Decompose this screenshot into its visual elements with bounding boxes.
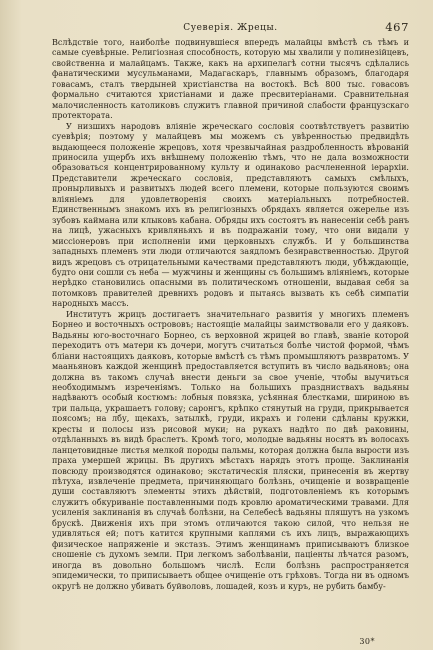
body-text [52, 38, 409, 592]
running-title: Суеверія. Жрецы. [183, 23, 278, 33]
paragraph: У низшихъ народовъ вліяніе жреческаго сословія соотвѣтствуетъ развитію суевѣрія; поэтому у малайцевъ мы можемъ съ увѣренностью предвидѣть выдающееся положеніе жрецовъ, хотя чрезвычайная раздробленность вѣрованій приносила ущербъ ихъ внѣшнему положенію тѣмъ, что не дала возможности образоваться концентрированному культу и одинаково расчлененной іерархіи. Представители жреческаго сословія, представляютъ самыхъ смѣлыхъ, пронырливыхъ и развитыхъ людей всего племени, которые пользуются своимъ вліяніемъ для удовлетворенія своихъ матеріальныхъ потребностей. Единственнымъ знакомъ ихъ въ религіозныхъ обрядахъ является ожерелье изъ зубовъ каймана или клыковъ кабана. Обряды ихъ состоятъ въ нанесеніи себѣ ранъ на лицѣ, ужасныхъ кривляньяхъ и въ подражаніи тому, что они видали у миссіонеровъ при исполненіи ими церковныхъ службъ. И у большинства западныхъ племенъ эти люди отличаются заядломъ безнравственностью. Другой видъ жрецовъ съ отрицательными качествами представляютъ люди, убѣждающіе, будто они сошли съ неба — мужчины и женщины съ большимъ вліяніемъ, которые нерѣдко становились опасными въ политическомъ отношеніи, выдавая себя за потомковъ правителей древнихъ родовъ и пытаясь вызвать къ себѣ симпатіи народныхъ массъ. [52, 121, 409, 309]
signature-mark: 30* [359, 637, 375, 646]
page-number: 467 [385, 20, 409, 34]
paragraph: Институтъ жрицъ достигаетъ значительнаго развитія у многихъ племенъ Борнео и восточныхъ острововъ; настоящіе малайцы заимствовали его у даяковъ. Вадьяны юго-восточнаго Борнео, съ верховной жрицей во главѣ, званіе которой переходитъ отъ матери къ дочери, могутъ считаться болѣе чистой формой, чѣмъ бліани настоящихъ даяковъ, которые вмѣстѣ съ тѣмъ промышляютъ развратомъ. У мааньяновъ каждой женщинѣ предоставляется вступить въ число вадьяновъ; она должна въ такомъ случаѣ внести деньги за свое ученіе, чтобы выучиться необходимымъ изреченіямъ. Только на большихъ праздниствахъ вадьяны надѣваютъ особый костюмъ: лобныя повязка, усѣянная блестками, шириною въ три пальца, украшаетъ голову; саронгъ, крѣпко стянутый на груди, прикрывается поясомъ; на лбу, щекахъ, затылкѣ, груди, икрахъ и голени сдѣланы кружки, кресты и полосы изъ рисовой муки; на рукахъ надѣто по двѣ раковины, отдѣланныхъ въ видѣ браслетъ. Кромѣ того, молодые вадьяны носятъ въ волосахъ ланцетовидные листья мелкой породы пальмы, которая должна была вырости изъ праха умершей жрицы. Въ другихъ мѣстахъ нарядъ этотъ проще. Заклинанія повсюду производятся одинаково; экстатическія пляски, принесенія въ жертву пѣтуха, извлеченіе предмета, причиняющаго болѣзнь, очищеніе и возвращеніе души составляютъ элементы этихъ дѣйствій, подготовленіемъ къ которымъ служитъ обкуриваніе поставленными подъ кровлю ароматическими травами. Для усиленія заклинанія въ случаѣ болѣзни, на Селебесѣ вадьяны пляшутъ на узкомъ брускѣ. Движенія ихъ при этомъ отличаются такою силой, что нельзя не удивляться ей; потъ катится крупными каплями съ ихъ лицъ, выражающихъ физическое напряженіе и экстазъ. Этимъ женщинамъ приписываютъ близкое сношеніе съ духомъ земли. При легкомъ заболѣваніи, паціенты лѣчатся разомъ, иногда въ довольно большомъ числѣ. Если болѣзнь распространяется эпидемически, то приписываетъ общее очищеніе отъ грѣховъ. Тогда ни въ одномъ округѣ не должно убивать буйволовъ, лошадей, козъ и куръ, не рубить бамбу- [52, 309, 409, 591]
paragraph: Вслѣдствіе того, наиболѣе подвинувшіеся впередъ малайцы вмѣстѣ съ тѣмъ и самые суевѣрные. Религіозная способность, которую мы хвалили у полинезійцевъ, свойственна и малайцамъ. Также, какъ на архипелагѣ сотни тысячъ сдѣлались фанатическими мусульманами, Мадагаскаръ, главнымъ образомъ, благодаря говасамъ, сталъ твердыней христіанства на востокѣ. Всѣ 800 тыс. говасовъ формально считаются христіанами и даже пресвитеріанами. Сравнительная малочисленность католиковъ служитъ главной причиной слабости французскаго протектората. [52, 38, 409, 121]
page-header [52, 16, 409, 38]
